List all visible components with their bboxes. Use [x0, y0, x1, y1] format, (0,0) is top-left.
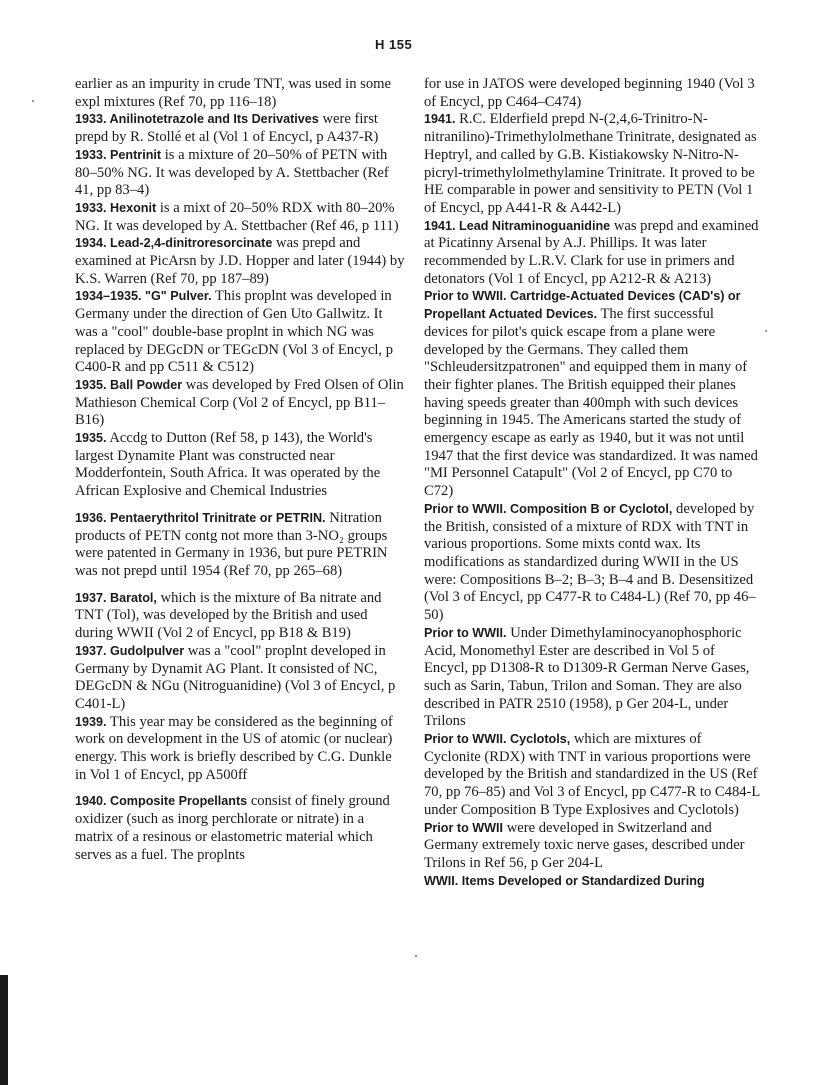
- entry: Prior to WWII. Composition B or Cyclotol, developed by the British, consisted of a mixture of RDX with TNT in various proportions. Some mixts contd wax. Its modifications as standardized during WWII in the US were: Compositions B–2; B–3; B–4 and B. Desensitized (Vol 3 of Encycl, pp C477-R to C484-L) (Ref 70, pp 46–50): [424, 500, 756, 624]
- entry: 1936. Pentaerythritol Trinitrate or PETRIN. Nitration products of PETN contg not more than 3-NO₂ groups were patented in Germany in 1936, but pure PETRIN was not prepd until 1954 (Ref 70, pp 265–68): [75, 509, 388, 579]
- entry-lead: 1940. Composite Propellants: [75, 794, 248, 809]
- entry: 1937. Gudolpulver was a "cool" proplnt developed in Germany by Dynamit AG Plant. It consisted of NC, DEGcDN & NGu (Nitroguanidine) (Vol 3 of Encycl, p C401-L): [75, 642, 396, 712]
- entry: Prior to WWII were developed in Switzerland and Germany extremely toxic nerve gases, described under Trilons in Ref 56, p Ger 204-L: [424, 819, 745, 871]
- entry-lead: 1939.: [75, 714, 107, 729]
- scan-speck: [32, 100, 34, 102]
- scan-speck: [415, 955, 417, 957]
- entry-lead: 1935.: [75, 431, 107, 446]
- entry: 1939. This year may be considered as the beginning of work on development in the US of atomic (or nuclear) energy. This work is briefly described by C.G. Dunkle in Vol 1 of Encycl, pp A500ff: [75, 713, 393, 783]
- entry: Prior to WWII. Cartridge-Actuated Devices (CAD's) or Propellant Actuated Devices. The first successful devices for pilot's quick escape from a plane were developed by the Germans. They called them "Schleudersitzpatronen" and equipped them in many of their fighter planes. The British equipped their planes having speeds greater than 400mph with such devices beginning in 1945. The Americans started the study of emergency escape as early as 1940, but it was not until 1947 that the first device was standardized. It was named "MI Personnel Catapult" (Vol 2 of Encycl, pp C70 to C72): [424, 289, 758, 500]
- entry: Prior to WWII. Cyclotols, which are mixtures of Cyclonite (RDX) with TNT in various proportions were developed by the British and standardized in the US (Ref 70, pp 76–85) and Vol 3 of Encycl, pp C477-R to C484-L under Composition B Type Explosives and Cyclotols): [424, 731, 760, 818]
- entry-lead: Prior to WWII.: [424, 625, 507, 640]
- entry: 1933. Pentrinit is a mixture of 20–50% of PETN with 80–50% NG. It was developed by A. Stettbacher (Ref 41, pp 83–4): [75, 146, 389, 199]
- entry: earlier as an impurity in crude TNT, was used in some expl mixtures (Ref 70, pp 116–18): [75, 76, 391, 110]
- entry-lead: 1937. Baratol,: [75, 590, 157, 605]
- entry-lead: Prior to WWII. Composition B or Cyclotol,: [424, 501, 673, 516]
- entry-lead: 1941. Lead Nitraminoguanidine: [424, 218, 611, 233]
- entry-lead: WWII. Items Developed or Standardized During: [424, 873, 705, 888]
- entry-lead: Prior to WWII: [424, 820, 504, 835]
- entry: 1933. Anilinotetrazole and Its Derivatives were first prepd by R. Stollé et al (Vol 1 of Encycl, p A437-R): [75, 111, 379, 146]
- entry-lead: 1933. Hexonit: [75, 200, 157, 215]
- entry: Prior to WWII. Under Dimethylaminocyanophosphoric Acid, Monomethyl Ester are described in Vol 5 of Encycl, pp D1308-R to D1309-R German Nerve Gases, such as Sarin, Tabun, Trilon and Soman. They are also described in PATR 2510 (1958), p Ger 204-L, under Trilons: [424, 624, 750, 730]
- right-column: [424, 76, 760, 890]
- page-number: H 155: [375, 37, 413, 52]
- entry-lead: 1934–1935. "G" Pulver.: [75, 289, 212, 304]
- entry-lead: 1934. Lead-2,4-dinitroresorcinate: [75, 236, 273, 251]
- entry-lead: Prior to WWII. Cyclotols,: [424, 732, 571, 747]
- entry-lead: 1941.: [424, 112, 456, 127]
- entry-lead: 1933. Anilinotetrazole and Its Derivatives: [75, 112, 319, 127]
- entry: 1941. Lead Nitraminoguanidine was prepd and examined at Picatinny Arsenal by A.J. Phillips. It was later recommended by L.R.V. Clark for use in primers and detonators (Vol 1 of Encycl, pp A212-R & A213): [424, 217, 759, 287]
- entry-lead: 1936. Pentaerythritol Trinitrate or PETRIN.: [75, 510, 326, 525]
- scan-speck: [765, 330, 767, 332]
- entry: 1934–1935. "G" Pulver. This proplnt was developed in Germany under the direction of Gen Uto Gallwitz. It was a "cool" double-base proplnt in which NG was replaced by DEGcDN or TEGcDN (Vol 3 of Encycl, p C400-R and pp C511 & C512): [75, 288, 393, 376]
- scan-edge-bar: [0, 975, 8, 1085]
- entry: 1935. Ball Powder was developed by Fred Olsen of Olin Mathieson Chemical Corp (Vol 2 of Encycl, pp B11–B16): [75, 376, 404, 429]
- entry: 1935. Accdg to Dutton (Ref 58, p 143), the World's largest Dynamite Plant was constructed near Modderfontein, South Africa. It was operated by the African Explosive and Chemical Industries: [75, 430, 381, 500]
- entry: for use in JATOS were developed beginning 1940 (Vol 3 of Encycl, pp C464–C474): [424, 76, 755, 110]
- entry: [424, 873, 760, 891]
- entry: 1941. R.C. Elderfield prepd N-(2,4,6-Trinitro-N-nitranilino)-Trimethylolmethane Trinitrate, designated as Heptryl, and called by G.B. Kistiakowsky N-Nitro-N-picryl-trimethylolmethylamine Trinitrate. It proved to be HE comparable in power and sensitivity to PETN (Vol 1 of Encycl, pp A441-R & A442-L): [424, 111, 757, 216]
- entry: 1940. Composite Propellants consist of finely ground oxidizer (such as inorg perchlorate or nitrate) in a matrix of a resinous or elastometric material which serves as a fuel. The proplnts: [75, 793, 390, 863]
- entry-lead: 1937. Gudolpulver: [75, 643, 185, 658]
- entry-lead: 1933. Pentrinit: [75, 147, 162, 162]
- entry-lead: Prior to WWII. Cartridge-Actuated Devices (CAD's) or Propellant Actuated Devices.: [424, 289, 741, 322]
- left-column: [75, 76, 405, 864]
- entry: 1934. Lead-2,4-dinitroresorcinate was prepd and examined at PicArsn by J.D. Hopper and later (1944) by K.S. Warren (Ref 70, pp 187–89): [75, 235, 405, 287]
- entry-lead: 1935. Ball Powder: [75, 377, 183, 392]
- entry: 1937. Baratol, which is the mixture of Ba nitrate and TNT (Tol), was developed by the British and used during WWII (Vol 2 of Encycl, pp B18 & B19): [75, 589, 382, 642]
- entry: 1933. Hexonit is a mixt of 20–50% RDX with 80–20% NG. It was developed by A. Stettbacher (Ref 46, p 111): [75, 199, 399, 234]
